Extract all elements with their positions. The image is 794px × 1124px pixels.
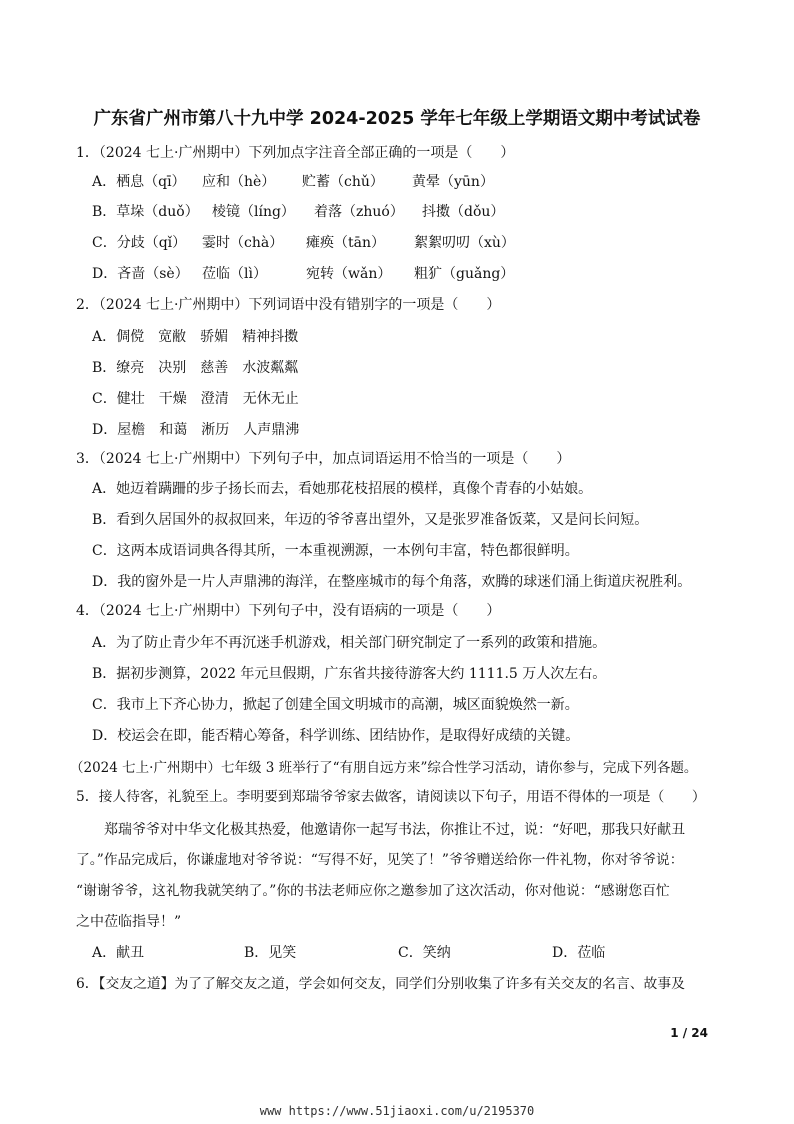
question-2-option-b: B．缭亮 决别 慈善 水波粼粼 [92,360,299,376]
question-2-option-d: D．屋檐 和蔼 淅历 人声鼎沸 [92,422,300,438]
option-item: B．见笑 [244,945,297,961]
option-item: A．献丑 [92,945,145,961]
option-item: 棱镜（líng） [212,204,295,220]
question-6-stem: 6．【交友之道】为了了解交友之道，学会如何交友，同学们分别收集了许多有关交友的名言、故事及 [76,976,685,992]
question-4-option-d: D．校运会在即，能否精心筹备，科学训练、团结协作，是取得好成绩的关键。 [92,728,580,744]
question-5-passage-line: “谢谢爷爷，这礼物我就笑纳了。”你的书法老师应你之邀参加了这次活动，你对他说：“感谢您百忙 [76,883,670,899]
question-3-option-c: C．这两本成语词典各得其所，一本重视溯源，一本例句丰富，特色都很鲜明。 [92,543,579,559]
question-3-option-b: B．看到久居国外的叔叔回来，年迈的爷爷喜出望外，又是张罗准备饭菜，又是问长问短。 [92,512,649,528]
option-item: C．分歧（qǐ） [92,235,187,251]
question-3-option-a: A．她迈着蹒跚的步子扬长而去，看她那花枝招展的模样，真像个青春的小姑娘。 [92,481,593,497]
option-item: 黄晕（yūn） [412,174,494,190]
question-1-stem: 1．（2024 七上·广州期中）下列加点字注音全部正确的一项是（ ） [76,145,515,161]
question-4-option-a: A．为了防止青少年不再沉迷手机游戏，相关部门研究制定了一系列的政策和措施。 [92,635,607,651]
page-title: 广东省广州市第八十九中学 2024-2025 学年七年级上学期语文期中考试试卷 [93,109,701,129]
option-item: 宛转（wǎn） [306,266,392,282]
option-item: 絮絮叨叨（xù） [414,235,515,251]
option-item: 粗犷（guǎng） [414,266,515,282]
question-5-passage-line: 之中莅临指导！” [76,914,182,930]
question-4-option-b: B．据初步测算，2022 年元旦假期，广东省共接待游客大约 1111.5 万人次左右。 [92,666,607,682]
option-item: D．吝啬（sè） [92,266,189,282]
option-item: 霎时（chà） [202,235,284,251]
option-item: A．栖息（qī） [92,174,186,190]
option-item: 贮蓄（chǔ） [302,174,384,190]
option-item: C．笑纳 [398,945,451,961]
option-item: 应和（hè） [202,174,276,190]
watermark-text: www https://www.51jiaoxi.com/u/2195370 [259,1104,535,1118]
option-item: B．草垛（duǒ） [92,204,199,220]
question-4-stem: 4．（2024 七上·广州期中）下列句子中，没有语病的一项是（ ） [76,603,501,619]
option-item: 莅临（lì） [202,266,267,282]
option-item: 瘫痪（tān） [306,235,385,251]
question-5-stem: 5．接人待客，礼貌至上。李明要到郑瑞爷爷家去做客，请阅读以下句子，用语不得体的一项是（ ） [76,789,706,805]
question-4-option-c: C．我市上下齐心协力，掀起了创建全国文明城市的高潮，城区面貌焕然一新。 [92,697,579,713]
option-item: D．莅临 [552,945,606,961]
question-5-passage-line: 郑瑞爷爷对中华文化极其热爱，他邀请你一起写书法，你推让不过，说：“好吧，那我只好献丑 [104,822,686,838]
question-2-option-c: C．健壮 干燥 澄清 无休无止 [92,391,299,407]
page-number: 1 / 24 [670,1026,708,1040]
section-intro: （2024 七上·广州期中）七年级 3 班举行了“有朋自远方来”综合性学习活动，请你参与，完成下列各题。 [70,760,698,776]
question-2-stem: 2．（2024 七上·广州期中）下列词语中没有错别字的一项是（ ） [76,297,501,313]
option-item: 着落（zhuó） [314,204,404,220]
question-3-stem: 3．（2024 七上·广州期中）下列句子中，加点词语运用不恰当的一项是（ ） [76,451,571,467]
question-5-passage-line: 了。”作品完成后，你谦虚地对爷爷说：“写得不好，见笑了！”爷爷赠送给你一件礼物，你对爷爷说： [76,852,684,868]
option-item: 抖擞（dǒu） [422,204,505,220]
question-3-option-d: D．我的窗外是一片人声鼎沸的海洋，在整座城市的每个角落，欢腾的球迷们涌上街道庆祝胜利。 [92,574,692,590]
question-2-option-a: A．倜傥 宽敝 骄媚 精神抖擞 [92,329,299,345]
